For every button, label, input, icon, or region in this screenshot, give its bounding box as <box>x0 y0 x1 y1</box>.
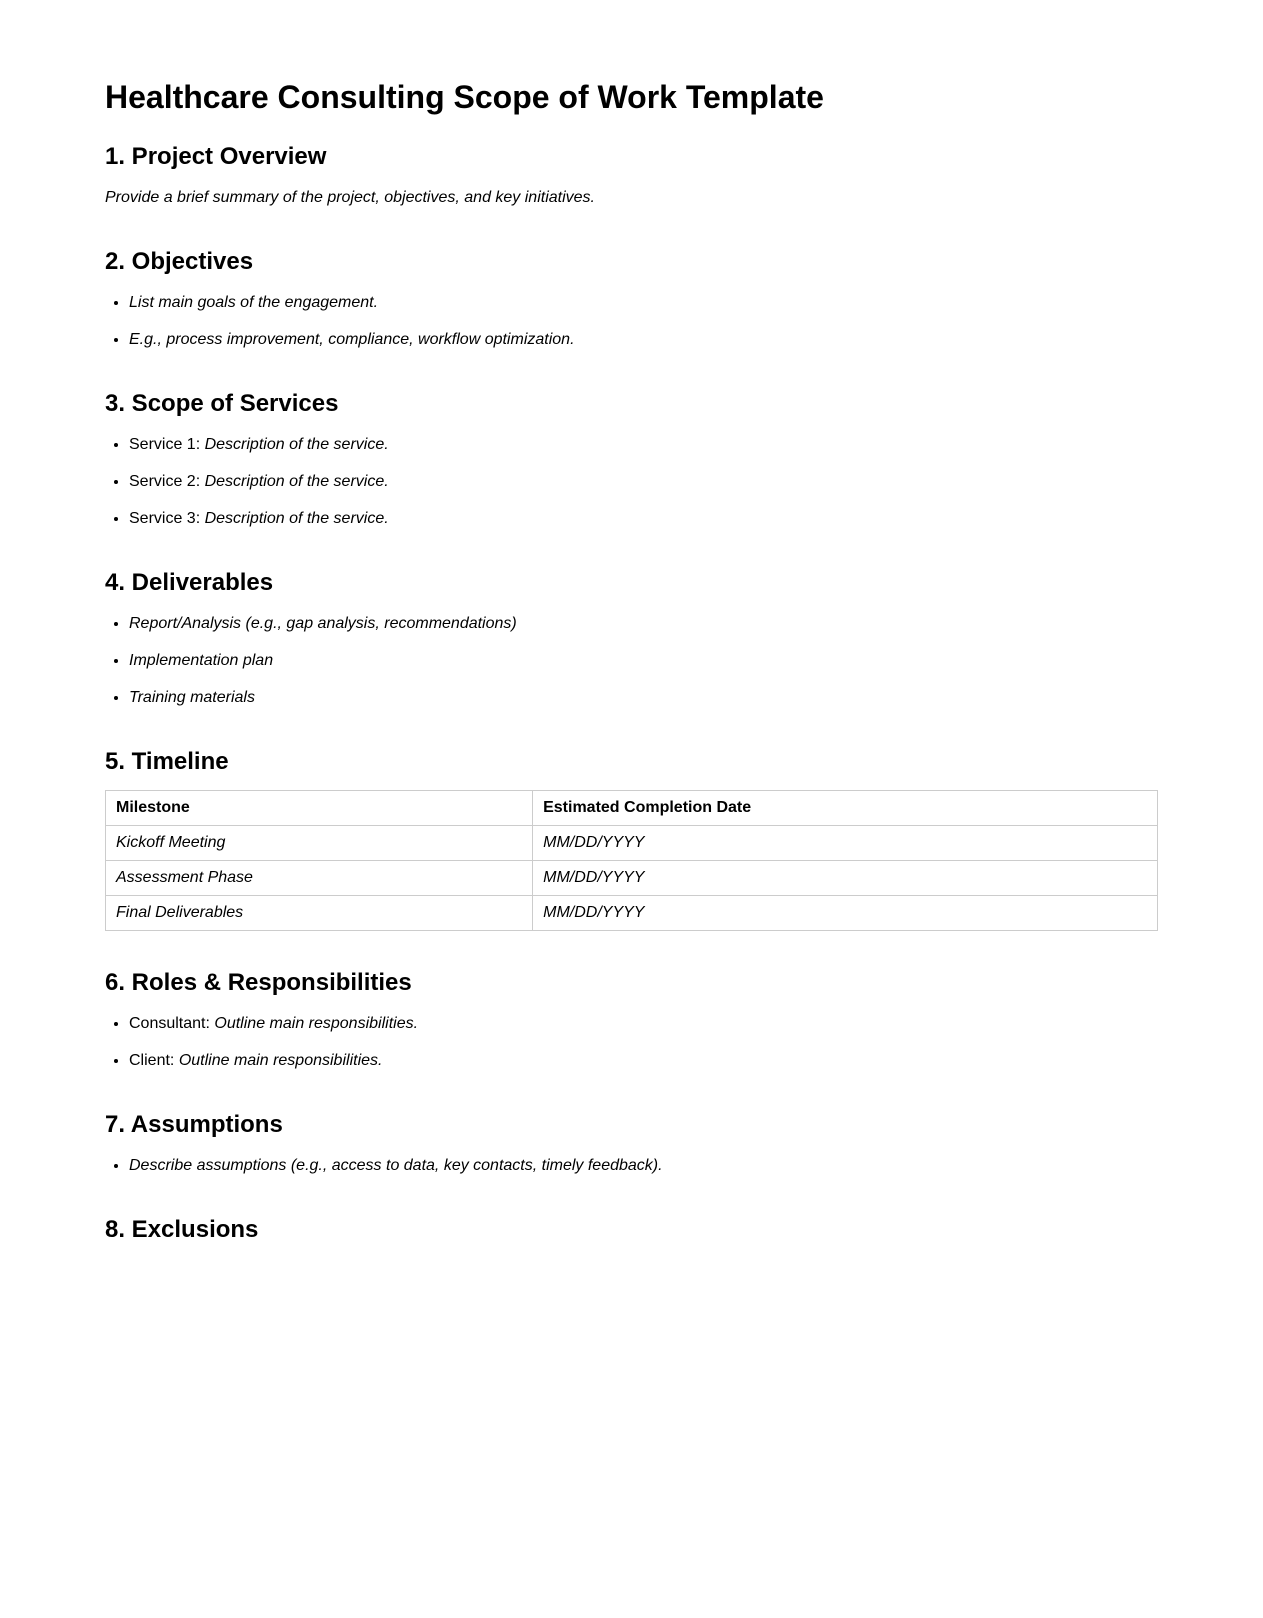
column-header-milestone: Milestone <box>106 791 533 826</box>
list-item: • Implementation plan <box>129 649 1158 673</box>
list-item: • Report/Analysis (e.g., gap analysis, recommendations) <box>129 612 1158 636</box>
objectives-list <box>105 291 1158 352</box>
overview-text: Provide a brief summary of the project, objectives, and key initiatives. <box>105 189 595 207</box>
role-label: Consultant: <box>129 1015 210 1033</box>
deliverables-list <box>105 612 1158 710</box>
section-heading: 3. Scope of Services <box>105 389 339 417</box>
list-item <box>129 507 1158 531</box>
list-item: • Training materials <box>129 686 1158 710</box>
section-heading: 7. Assumptions <box>105 1111 283 1139</box>
section-heading: 5. Timeline <box>105 747 229 775</box>
list-item: • List main goals of the engagement. <box>129 291 1158 315</box>
section-heading: 2. Objectives <box>105 248 254 276</box>
section-scope-of-services <box>105 390 1158 531</box>
role-description: Outline main responsibilities. <box>214 1015 419 1033</box>
timeline-table <box>105 790 1158 931</box>
milestone-cell: Kickoff Meeting <box>106 826 533 861</box>
section-heading: 6. Roles & Responsibilities <box>105 969 412 997</box>
section-timeline <box>105 748 1158 932</box>
assumptions-list <box>105 1154 1158 1178</box>
list-item: • E.g., process improvement, compliance, workflow optimization. <box>129 328 1158 352</box>
table-row <box>106 826 1158 861</box>
service-description: Description of the service. <box>204 472 389 490</box>
milestone-cell: Final Deliverables <box>106 896 533 931</box>
section-objectives <box>105 248 1158 352</box>
date-cell: MM/DD/YYYY <box>533 861 1158 896</box>
document-title: Healthcare Consulting Scope of Work Template <box>105 79 824 115</box>
list-item <box>129 1049 1158 1073</box>
date-cell: MM/DD/YYYY <box>533 826 1158 861</box>
milestone-cell: Assessment Phase <box>106 861 533 896</box>
section-heading: 1. Project Overview <box>105 143 327 171</box>
list-item: • Describe assumptions (e.g., access to data, key contacts, timely feedback). <box>129 1154 1158 1178</box>
table-row <box>106 896 1158 931</box>
role-description: Outline main responsibilities. <box>178 1052 383 1070</box>
section-assumptions <box>105 1111 1158 1178</box>
list-item <box>129 1012 1158 1036</box>
section-heading: 8. Exclusions <box>105 1215 259 1243</box>
roles-list <box>105 1012 1158 1073</box>
section-deliverables <box>105 569 1158 710</box>
role-label: Client: <box>129 1052 175 1070</box>
service-label: Service 2: <box>129 472 201 490</box>
section-project-overview <box>105 143 1158 210</box>
list-item <box>129 433 1158 457</box>
service-label: Service 3: <box>129 509 201 527</box>
section-roles-responsibilities <box>105 969 1158 1073</box>
date-cell: MM/DD/YYYY <box>533 896 1158 931</box>
service-description: Description of the service. <box>204 435 389 453</box>
table-row <box>106 861 1158 896</box>
services-list <box>105 433 1158 531</box>
table-header-row <box>106 791 1158 826</box>
section-exclusions <box>105 1216 1158 1245</box>
service-label: Service 1: <box>129 435 201 453</box>
column-header-date: Estimated Completion Date <box>533 791 1158 826</box>
service-description: Description of the service. <box>204 509 389 527</box>
list-item <box>129 470 1158 494</box>
section-heading: 4. Deliverables <box>105 568 274 596</box>
